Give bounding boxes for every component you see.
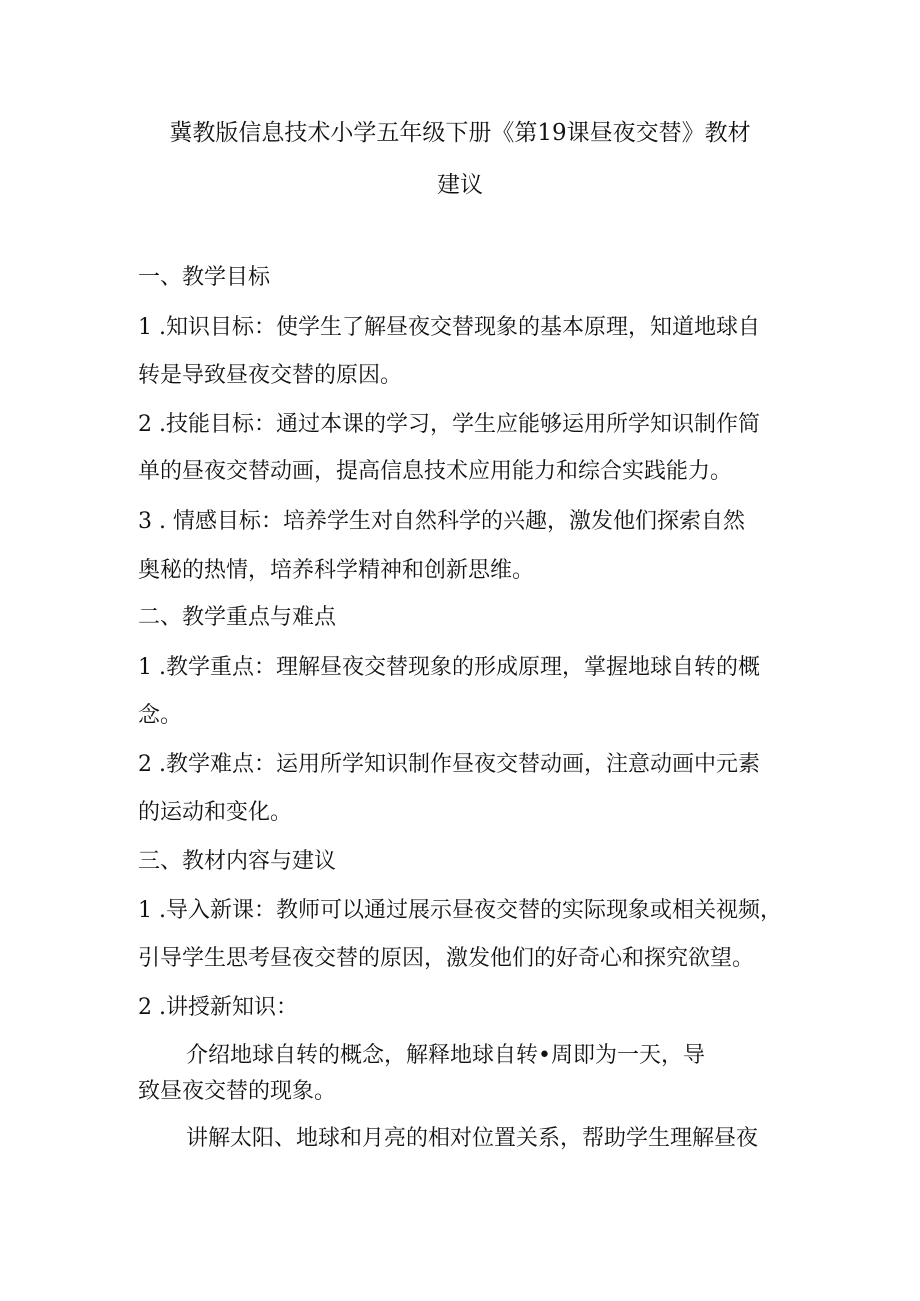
paragraph-line: 转是导致昼夜交替的原因。 xyxy=(138,363,403,388)
paragraph-line: 1 .导入新课：教师可以通过展示昼夜交替的实际现象或相关视频， xyxy=(138,898,782,923)
paragraph-line: 的运动和变化。 xyxy=(138,800,293,825)
section-heading-key-points: 二、教学重点与难点 xyxy=(138,605,337,630)
paragraph-line: 致昼夜交替的现象。 xyxy=(138,1079,337,1104)
paragraph-line: 3 . 情感目标：培养学生对自然科学的兴趣，激发他们探索自然 xyxy=(138,509,745,534)
paragraph-line: 2 .教学难点：运用所学知识制作昼夜交替动画，注意动画中元素 xyxy=(138,752,760,777)
paragraph-line: 2 .讲授新知识： xyxy=(138,995,298,1020)
section-heading-content: 三、教材内容与建议 xyxy=(138,849,337,874)
paragraph-line: 1 .知识目标：使学生了解昼夜交替现象的基本原理，知道地球自 xyxy=(138,315,760,340)
paragraph-line-indented: 讲解太阳、地球和月亮的相对位置关系，帮助学生理解昼夜 xyxy=(186,1126,759,1151)
paragraph-line: 念。 xyxy=(138,703,183,728)
paragraph-line: 单的昼夜交替动画，提高信息技术应用能力和综合实践能力。 xyxy=(138,459,733,484)
paragraph-line-indented: 介绍地球自转的概念，解释地球自转•周即为一天，导 xyxy=(186,1043,705,1068)
paragraph-line: 2 .技能目标：通过本课的学习，学生应能够运用所学知识制作简 xyxy=(138,412,760,437)
document-title-line-2: 建议 xyxy=(437,172,483,198)
document-title-line-1: 冀教版信息技术小学五年级下册《第19课昼夜交替》教材 xyxy=(169,120,751,146)
paragraph-line: 引导学生思考昼夜交替的原因，激发他们的好奇心和探究欲望。 xyxy=(138,946,755,971)
paragraph-line: 1 .教学重点：理解昼夜交替现象的形成原理，掌握地球自转的概 xyxy=(138,655,760,680)
paragraph-line: 奥秘的热情，培养科学精神和创新思维。 xyxy=(138,558,535,583)
section-heading-teaching-goals: 一、教学目标 xyxy=(138,265,271,290)
